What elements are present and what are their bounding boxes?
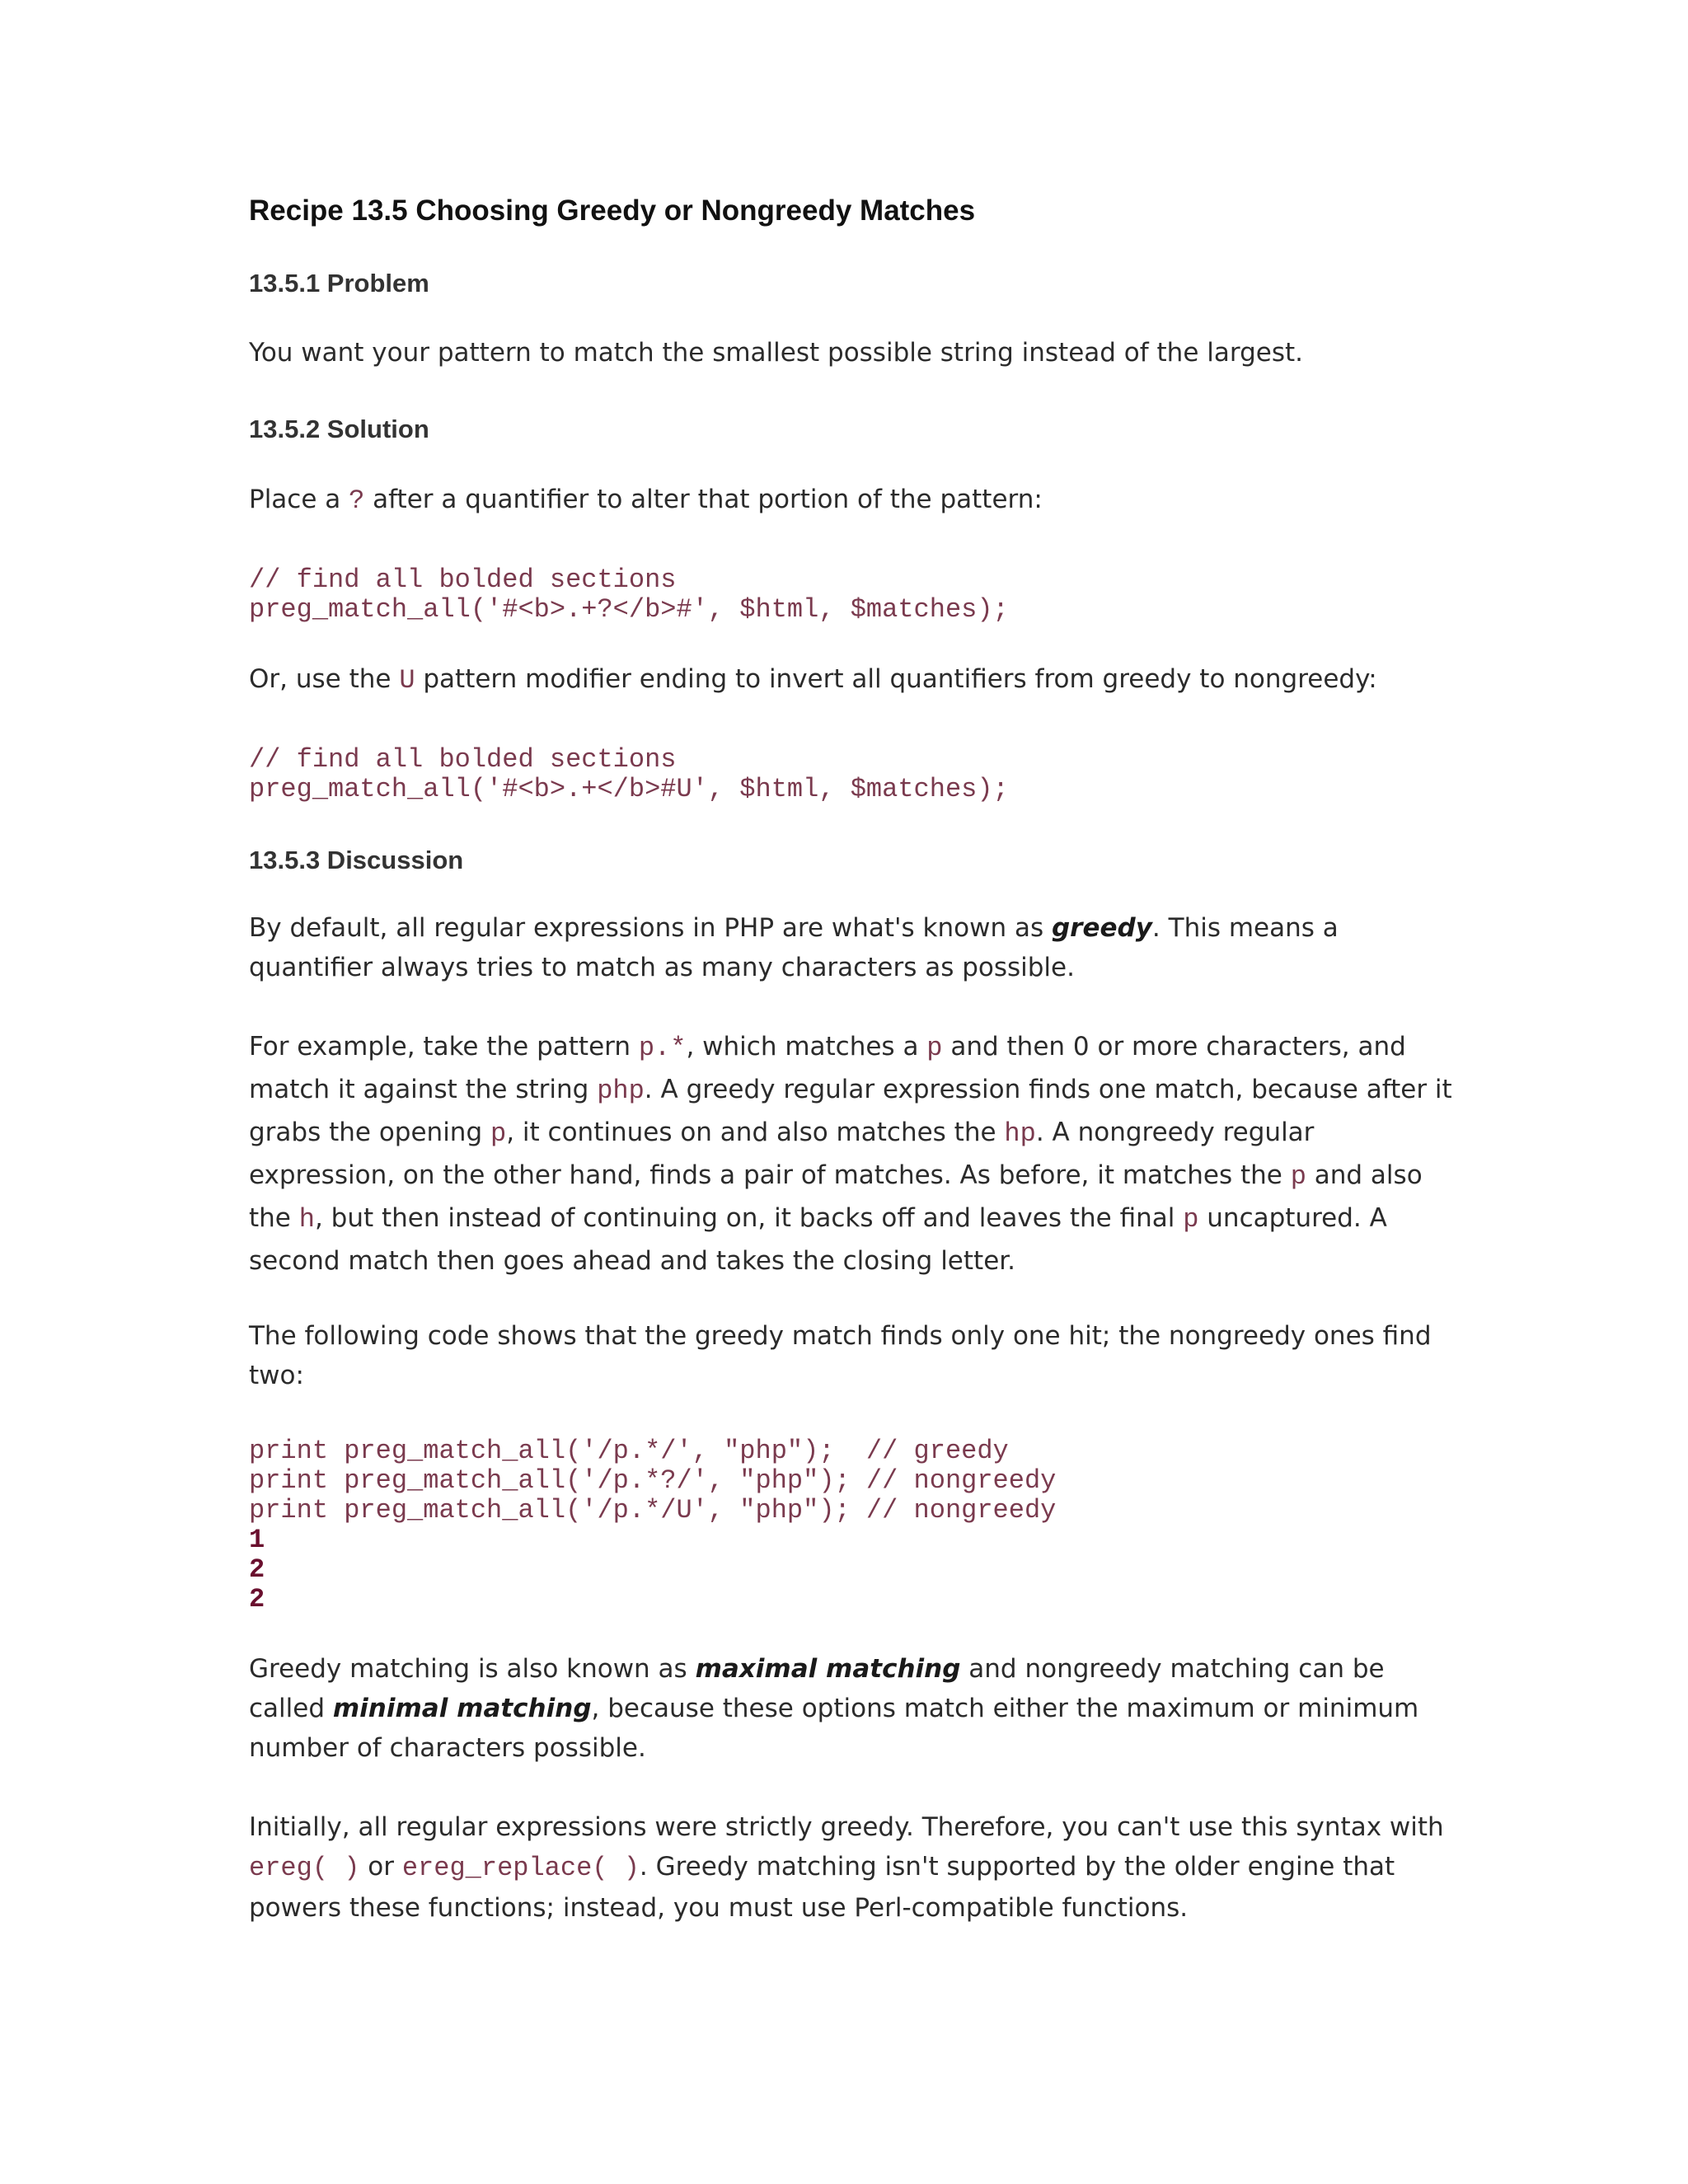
solution-alternative (249, 659, 1452, 701)
discussion-paragraph-5 (249, 1807, 1452, 1928)
p2-text: uncaptured. A second match then goes ahead and takes the closing letter. (249, 1203, 1387, 1276)
p2-text: and then 0 or more characters, and match it against the string (249, 1032, 1406, 1104)
p5-text: Initially, all regular expressions were strictly greedy. Therefore, you can't use this syntax with (249, 1812, 1444, 1842)
solution-heading: 13.5.2 Solution (249, 415, 429, 443)
p1-text-1: By default, all regular expressions in PHP are what's known as (249, 913, 1052, 943)
inline-code: ? (349, 485, 365, 516)
discussion-paragraph-2 (249, 1026, 1452, 1282)
inline-code: p (490, 1118, 507, 1149)
page-title: Recipe 13.5 Choosing Greedy or Nongreedy Matches (249, 194, 976, 227)
code-block-3 (249, 1436, 1056, 1615)
p4-text: , because these options match either the maximum or minimum number of characters possible. (249, 1694, 1419, 1763)
discussion-paragraph-3: The following code shows that the greedy match finds only one hit; the nongreedy ones find two: (249, 1321, 1432, 1390)
p5-text: . Greedy matching isn't supported by the older engine that powers these functions; instead, you must use Perl-compatible functions. (249, 1852, 1395, 1923)
code-line: // find all bolded sections (249, 565, 677, 595)
solution-alt-text-2: pattern modifier ending to invert all quantifiers from greedy to nongreedy: (415, 664, 1377, 694)
term-maximal-matching: maximal matching (695, 1654, 961, 1684)
term-greedy: greedy (1051, 913, 1152, 943)
inline-code: p (1183, 1204, 1199, 1235)
p5-text: or (359, 1852, 402, 1882)
inline-code: U (399, 665, 415, 696)
inline-code: php (597, 1076, 645, 1106)
inline-code: hp (1004, 1118, 1036, 1149)
p2-text: and also the (249, 1160, 1423, 1233)
code-line: preg_match_all('#<b>.+?</b>#', $html, $matches); (249, 594, 1009, 625)
code-output-line: 2 (249, 1554, 265, 1585)
solution-intro (249, 480, 1452, 521)
code-line: print preg_match_all('/p.*/U', "php"); // nongreedy (249, 1495, 1057, 1526)
inline-code: h (298, 1204, 315, 1235)
code-line: print preg_match_all('/p.*/', "php"); // greedy (249, 1436, 1009, 1466)
p4-text: Greedy matching is also known as (249, 1654, 696, 1684)
code-block-1 (249, 565, 1009, 625)
code-block-2 (249, 745, 1009, 804)
code-line: print preg_match_all('/p.*?/', "php"); // nongreedy (249, 1465, 1057, 1496)
inline-code: p.* (638, 1033, 687, 1063)
solution-intro-text-2: after a quantifier to alter that portion of the pattern: (364, 485, 1043, 514)
problem-text: You want your pattern to match the smallest possible string instead of the largest. (249, 338, 1303, 368)
p1-text-2: . This means a quantifier always tries to match as many characters as possible. (249, 913, 1339, 982)
inline-code: p (1290, 1161, 1306, 1192)
code-output-line: 1 (249, 1525, 265, 1555)
p2-text: . A greedy regular expression finds one match, because after it grabs the opening (249, 1075, 1452, 1147)
code-output-line: 2 (249, 1584, 265, 1615)
solution-intro-text-1: Place a (249, 485, 349, 514)
inline-code: p (926, 1033, 943, 1063)
problem-heading: 13.5.1 Problem (249, 269, 429, 298)
discussion-paragraph-4 (249, 1649, 1452, 1768)
term-minimal-matching: minimal matching (332, 1694, 592, 1723)
discussion-heading: 13.5.3 Discussion (249, 846, 464, 874)
p2-text: . A nongreedy regular expression, on the other hand, finds a pair of matches. As before, it matches the (249, 1118, 1315, 1190)
p4-text: and nongreedy matching can be called (249, 1654, 1385, 1723)
p2-text: For example, take the pattern (249, 1032, 639, 1062)
inline-code: ereg_replace( ) (401, 1853, 640, 1883)
solution-alt-text-1: Or, use the (249, 664, 400, 694)
p2-text: , but then instead of continuing on, it backs off and leaves the final (314, 1203, 1184, 1233)
p2-text: , which matches a (686, 1032, 927, 1062)
code-line: preg_match_all('#<b>.+</b>#U', $html, $matches); (249, 774, 1009, 804)
discussion-paragraph-1 (249, 908, 1452, 987)
p2-text: , it continues on and also matches the (506, 1118, 1005, 1147)
code-line: // find all bolded sections (249, 744, 677, 775)
inline-code: ereg( ) (249, 1853, 360, 1883)
